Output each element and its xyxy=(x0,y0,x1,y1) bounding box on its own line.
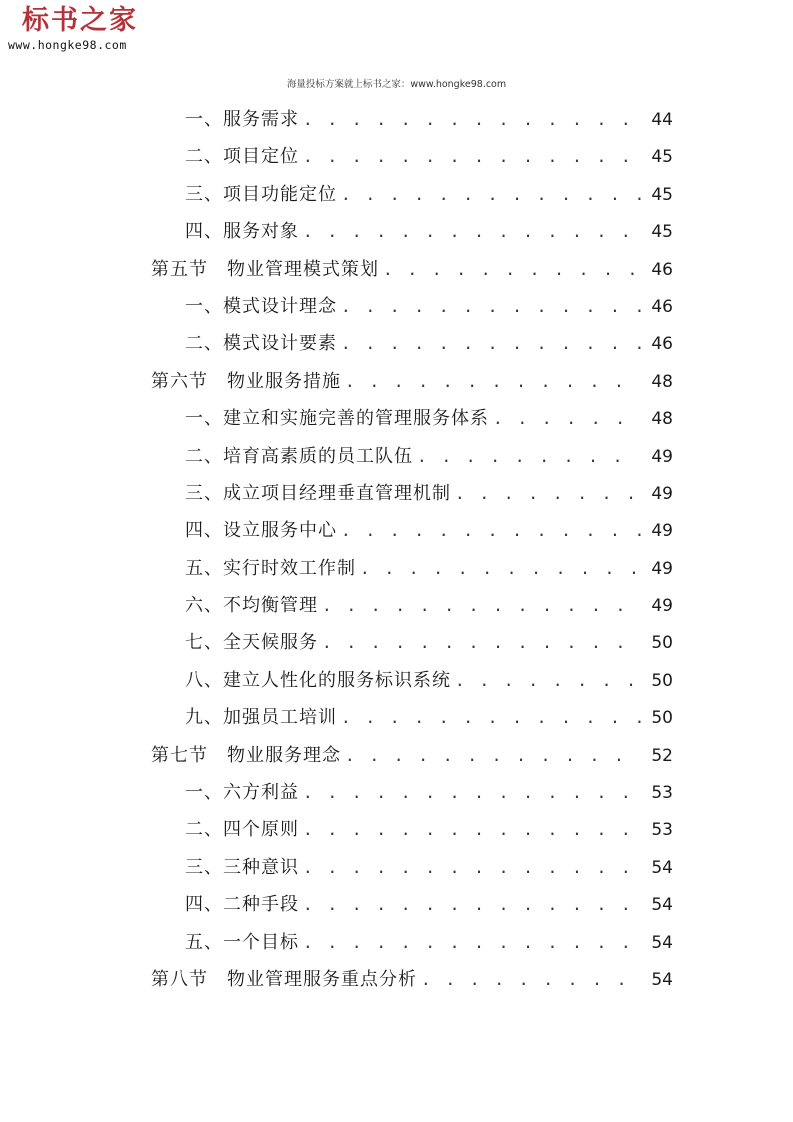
toc-entry-label: 四、二种手段 xyxy=(185,894,299,916)
dot-leader xyxy=(421,961,641,998)
toc-item-row[interactable] xyxy=(151,176,673,213)
toc-item-row[interactable] xyxy=(151,438,673,475)
toc-item-row[interactable] xyxy=(151,699,673,736)
dot-leader xyxy=(303,886,641,923)
toc-entry-label: 二、项目定位 xyxy=(185,146,299,168)
toc-page-number: 46 xyxy=(651,259,673,280)
toc-item-row[interactable] xyxy=(151,288,673,325)
dot-leader xyxy=(341,512,641,549)
dot-leader xyxy=(322,624,641,661)
toc-entry-label: 第五节 物业管理模式策划 xyxy=(151,258,379,280)
dot-leader xyxy=(341,699,641,736)
toc-item-row[interactable] xyxy=(151,886,673,923)
toc-entry-label: 三、成立项目经理垂直管理机制 xyxy=(185,482,451,504)
dot-leader xyxy=(303,924,641,961)
toc-section-row[interactable] xyxy=(151,363,673,400)
toc-entry-label: 一、服务需求 xyxy=(185,109,299,130)
dot-leader xyxy=(303,849,641,886)
toc-page-number: 48 xyxy=(651,371,673,392)
toc-page-number: 54 xyxy=(651,857,673,878)
logo-url: www.hongke98.com xyxy=(8,38,127,52)
toc-page-number: 45 xyxy=(651,147,673,168)
toc-page-number: 45 xyxy=(651,184,673,205)
dot-leader xyxy=(493,400,641,437)
toc-page-number: 45 xyxy=(651,222,673,243)
toc-item-row[interactable] xyxy=(151,400,673,437)
toc-page-number: 49 xyxy=(651,521,673,542)
toc-item-row[interactable] xyxy=(151,624,673,661)
dot-leader xyxy=(341,176,641,213)
toc-page-number: 49 xyxy=(651,596,673,617)
toc-entry-label: 七、全天候服务 xyxy=(185,632,318,654)
toc-entry-label: 第六节 物业服务措施 xyxy=(151,370,341,392)
toc-item-row[interactable] xyxy=(151,774,673,811)
dot-leader xyxy=(383,251,641,288)
toc-page-number: 53 xyxy=(651,783,673,804)
dot-leader xyxy=(360,550,641,587)
toc-page-number: 50 xyxy=(651,670,673,691)
toc-entry-label: 九、加强员工培训 xyxy=(185,707,337,729)
dot-leader xyxy=(303,138,641,175)
dot-leader xyxy=(303,811,641,848)
dot-leader xyxy=(345,737,641,774)
toc-item-row[interactable] xyxy=(151,811,673,848)
dot-leader xyxy=(455,475,641,512)
toc-entry-label: 一、模式设计理念 xyxy=(185,295,337,317)
dot-leader xyxy=(345,363,641,400)
toc-page-number: 49 xyxy=(651,558,673,579)
toc-page-number: 46 xyxy=(651,334,673,355)
toc-page-number: 48 xyxy=(651,409,673,430)
toc-item-row[interactable] xyxy=(151,587,673,624)
logo-title: 标书之家 xyxy=(22,5,138,36)
brand-logo xyxy=(6,4,176,52)
toc-section-row[interactable] xyxy=(151,961,673,998)
toc-item-row[interactable] xyxy=(151,550,673,587)
toc-item-row[interactable] xyxy=(151,325,673,362)
toc-section-row[interactable] xyxy=(151,737,673,774)
table-of-contents xyxy=(151,101,673,998)
toc-entry-label: 六、不均衡管理 xyxy=(185,595,318,617)
header-note: 海量投标方案就上标书之家：www.hongke98.com xyxy=(286,79,507,90)
toc-page-number: 54 xyxy=(651,932,673,953)
toc-page-number: 46 xyxy=(651,296,673,317)
toc-item-row[interactable] xyxy=(151,138,673,175)
toc-entry-label: 一、六方利益 xyxy=(185,782,299,804)
toc-entry-label: 二、模式设计要素 xyxy=(185,333,337,355)
dot-leader xyxy=(303,774,641,811)
toc-item-row[interactable] xyxy=(151,924,673,961)
toc-section-row[interactable] xyxy=(151,251,673,288)
toc-page-number: 53 xyxy=(651,820,673,841)
toc-page-number: 52 xyxy=(651,745,673,766)
dot-leader xyxy=(303,101,641,138)
toc-page-number: 44 xyxy=(651,110,673,130)
toc-item-row[interactable] xyxy=(151,662,673,699)
toc-item-row[interactable] xyxy=(151,512,673,549)
toc-entry-label: 二、培育高素质的员工队伍 xyxy=(185,445,413,467)
toc-item-row[interactable] xyxy=(151,101,673,138)
toc-entry-label: 四、服务对象 xyxy=(185,221,299,243)
toc-entry-label: 五、实行时效工作制 xyxy=(185,557,356,579)
toc-entry-label: 二、四个原则 xyxy=(185,819,299,841)
toc-page-number: 50 xyxy=(651,633,673,654)
dot-leader xyxy=(341,325,641,362)
dot-leader xyxy=(417,438,641,475)
toc-entry-label: 五、一个目标 xyxy=(185,931,299,953)
toc-entry-label: 第八节 物业管理服务重点分析 xyxy=(151,968,417,990)
toc-item-row[interactable] xyxy=(151,213,673,250)
toc-page-number: 54 xyxy=(651,969,673,990)
toc-item-row[interactable] xyxy=(151,475,673,512)
toc-entry-label: 八、建立人性化的服务标识系统 xyxy=(185,669,451,691)
dot-leader xyxy=(341,288,641,325)
toc-item-row[interactable] xyxy=(151,849,673,886)
toc-page-number: 54 xyxy=(651,895,673,916)
toc-entry-label: 三、三种意识 xyxy=(185,856,299,878)
toc-entry-label: 一、建立和实施完善的管理服务体系 xyxy=(185,408,489,430)
toc-page-number: 49 xyxy=(651,446,673,467)
dot-leader xyxy=(303,213,641,250)
toc-page-number: 49 xyxy=(651,483,673,504)
dot-leader xyxy=(455,662,641,699)
toc-entry-label: 第七节 物业服务理念 xyxy=(151,744,341,766)
dot-leader xyxy=(322,587,641,624)
toc-entry-label: 三、项目功能定位 xyxy=(185,183,337,205)
toc-entry-label: 四、设立服务中心 xyxy=(185,520,337,542)
toc-page-number: 50 xyxy=(651,708,673,729)
